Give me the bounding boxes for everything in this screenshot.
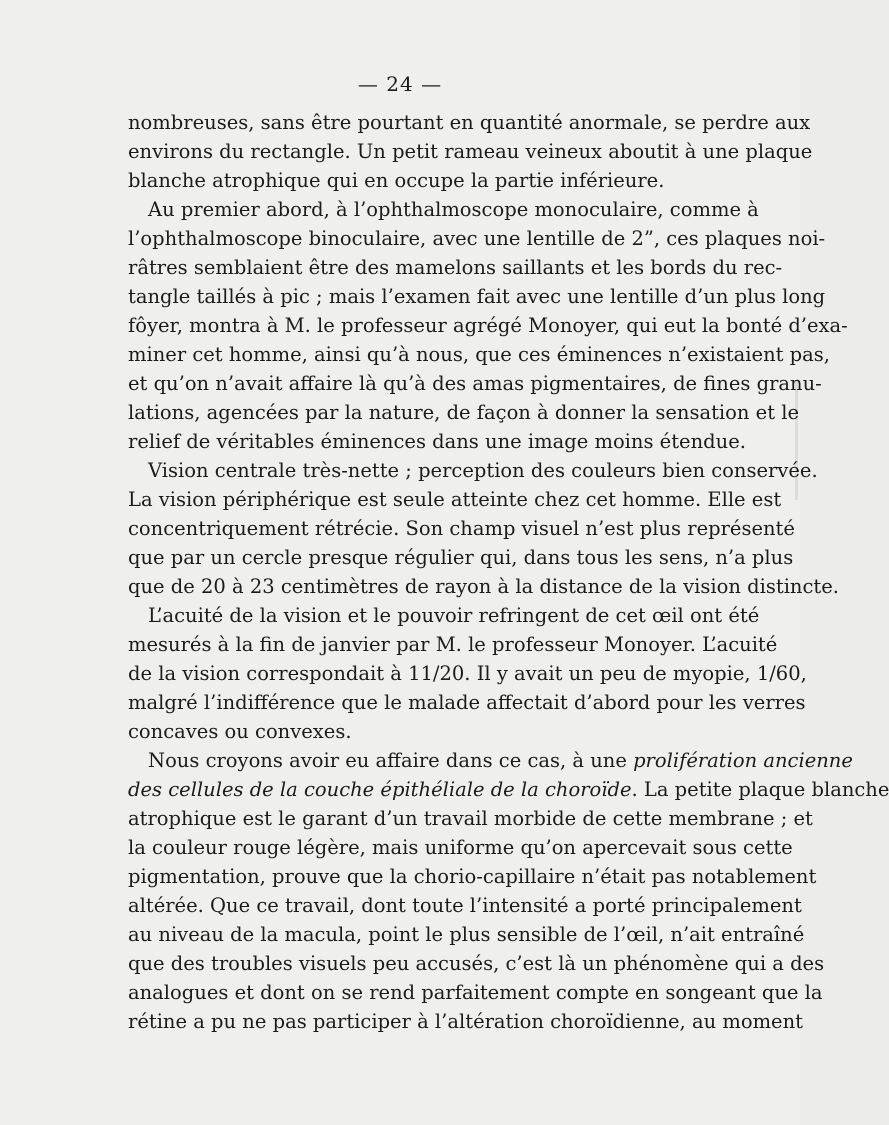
text-line: tangle taillés à pic ; mais l’examen fait avec une lentille d’un plus long [128, 285, 826, 308]
text-line: lations, agencées par la nature, de façon à donner la sensation et le [128, 401, 800, 424]
text-line: la couleur rouge légère, mais uniforme qu’on apercevait sous cette [128, 836, 793, 859]
text-line: Vision centrale très-nette ; perception des couleurs bien conservée. [148, 459, 818, 482]
text-line: l’ophthalmoscope binoculaire, avec une lentille de 2”, ces plaques noi- [128, 227, 826, 250]
text-line: mesurés à la fin de janvier par M. le professeur Monoyer. L’acuité [128, 633, 778, 656]
text-line: de la vision correspondait à 11/20. Il y avait un peu de myopie, 1/60, [128, 662, 807, 685]
text-line: atrophique est le garant d’un travail morbide de cette membrane ; et [128, 807, 813, 830]
text-line: altérée. Que ce travail, dont toute l’intensité a porté principalement [128, 894, 802, 917]
text-line: miner cet homme, ainsi qu’à nous, que ces éminences n’existaient pas, [128, 343, 830, 366]
text-line: relief de véritables éminences dans une image moins étendue. [128, 430, 746, 453]
text-line: blanche atrophique qui en occupe la partie inférieure. [128, 169, 665, 192]
page-number: — 24 — [357, 72, 443, 96]
text-line: concaves ou convexes. [128, 720, 352, 743]
text-line: des cellules de la couche épithéliale de la choroïde. La petite plaque blanche [128, 778, 889, 801]
text-line: concentriquement rétrécie. Son champ visuel n’est plus représenté [128, 517, 795, 540]
text-line: que par un cercle presque régulier qui, dans tous les sens, n’a plus [128, 546, 794, 569]
text-line: et qu’on n’avait affaire là qu’à des amas pigmentaires, de fines granu- [128, 372, 822, 395]
text-line: fôyer, montra à M. le professeur agrégé Monoyer, qui eut la bonté d’exa- [128, 314, 848, 337]
text-line: pigmentation, prouve que la chorio-capillaire n’était pas notablement [128, 865, 817, 888]
text-line: malgré l’indifférence que le malade affectait d’abord pour les verres [128, 691, 806, 714]
text-line: Nous croyons avoir eu affaire dans ce cas, à une prolifération ancienne [148, 749, 853, 772]
text-line: La vision périphérique est seule atteinte chez cet homme. Elle est [128, 488, 782, 511]
text-line: au niveau de la macula, point le plus sensible de l’œil, n’ait entraîné [128, 923, 805, 946]
text-line: analogues et dont on se rend parfaitement compte en songeant que la [128, 981, 823, 1004]
page-edge-shadow [795, 380, 798, 500]
text-line: environs du rectangle. Un petit rameau veineux aboutit à une plaque [128, 140, 813, 163]
text-line: rétine a pu ne pas participer à l’altération choroïdienne, au moment [128, 1010, 803, 1033]
text-line: L’acuité de la vision et le pouvoir refringent de cet œil ont été [148, 604, 760, 627]
text-line: râtres semblaient être des mamelons saillants et les bords du rec- [128, 256, 783, 279]
text-line: nombreuses, sans être pourtant en quantité anormale, se perdre aux [128, 111, 811, 134]
text-line: que de 20 à 23 centimètres de rayon à la distance de la vision distincte. [128, 575, 839, 598]
text-line: que des troubles visuels peu accusés, c’est là un phénomène qui a des [128, 952, 825, 975]
body-text [128, 108, 889, 1036]
text-line: Au premier abord, à l’ophthalmoscope monoculaire, comme à [148, 198, 759, 221]
